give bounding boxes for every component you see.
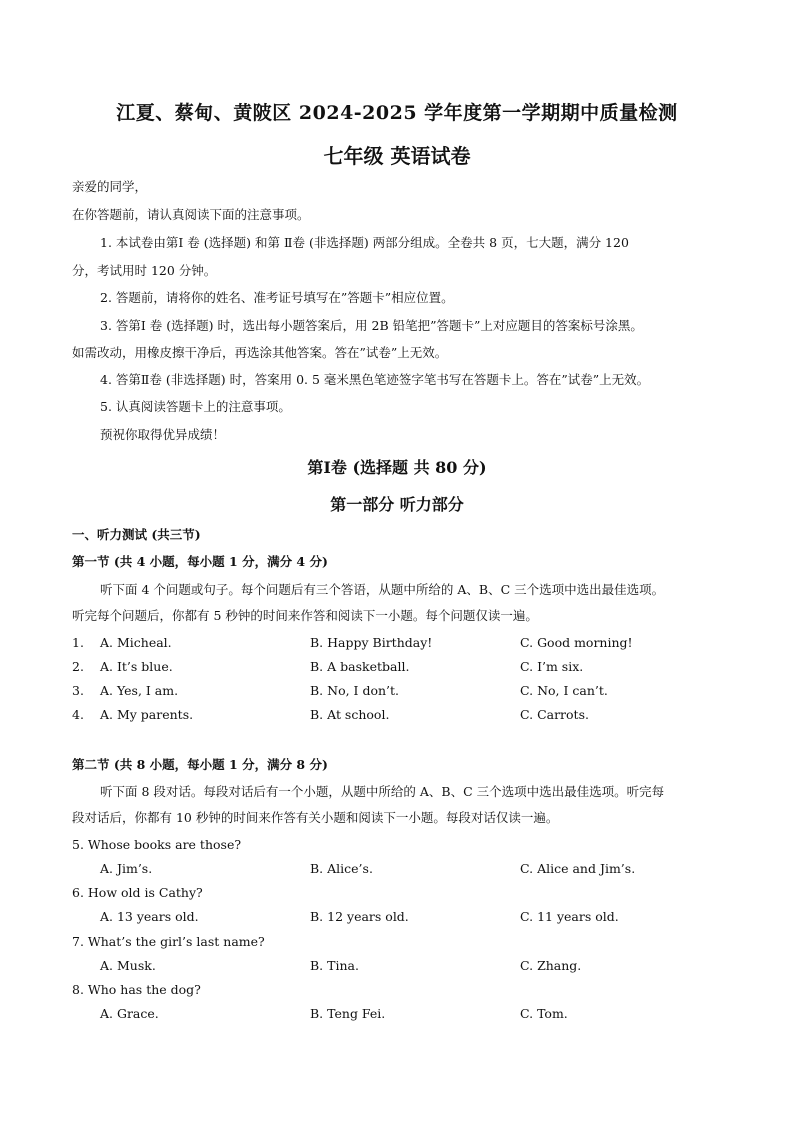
- question-number: 2.: [72, 659, 84, 674]
- question-text: 6. How old is Cathy?: [72, 885, 203, 900]
- option-a: A. Micheal.: [100, 635, 172, 650]
- option-a: A. Yes, I am.: [100, 683, 179, 698]
- volume-1-title: 第Ⅰ卷 (选择题 共 80 分): [307, 458, 487, 477]
- question-number: 4.: [72, 707, 84, 722]
- option-b: B. No, I don’t.: [310, 683, 400, 698]
- section-1-instructions-2: 听完每个问题后，你都有 5 秒钟的时间来作答和阅读下一小题。每个问题仅读一遍。: [72, 608, 538, 623]
- option-a: A. Jim’s.: [100, 861, 153, 876]
- greeting: 亲爱的同学，: [72, 179, 148, 194]
- option-a: A. Grace.: [100, 1006, 159, 1021]
- section-2-instructions-1: 听下面 8 段对话。每段对话后有一个小题，从题中所给的 A、B、C 三个选项中选出最佳选项。听完每: [100, 784, 665, 799]
- option-a: A. Musk.: [100, 958, 156, 973]
- question-row: [72, 634, 732, 652]
- question-number: 1.: [72, 635, 84, 650]
- option-c: C. Alice and Jim’s.: [520, 861, 636, 876]
- note-3-line-2: 如需改动，用橡皮擦干净后，再选涂其他答案。答在”试卷”上无效。: [72, 345, 448, 360]
- question-row: [72, 1005, 732, 1023]
- question-row: [72, 682, 732, 700]
- question-row: [72, 860, 732, 878]
- note-2: 2. 答题前，请将你的姓名、准考证号填写在”答题卡”相应位置。: [100, 290, 454, 305]
- option-c: C. Good morning!: [520, 635, 633, 650]
- option-a: A. 13 years old.: [100, 909, 199, 924]
- exam-subtitle: 七年级 英语试卷: [323, 144, 471, 168]
- section-1-instructions-1: 听下面 4 个问题或句子。每个问题后有三个答语，从题中所给的 A、B、C 三个选项中选出最佳选项。: [100, 582, 665, 597]
- question-number: 3.: [72, 683, 84, 698]
- option-a: A. My parents.: [100, 707, 194, 722]
- option-b: B. Happy Birthday!: [310, 635, 433, 650]
- exam-title: 江夏、蔡甸、黄陂区 2024-2025 学年度第一学期期中质量检测: [116, 102, 678, 124]
- option-c: C. I’m six.: [520, 659, 584, 674]
- option-c: C. Tom.: [520, 1006, 568, 1021]
- question-row: [72, 706, 732, 724]
- listening-heading: 一、听力测试 (共三节): [72, 527, 201, 542]
- wish: 预祝你取得优异成绩！: [100, 427, 226, 442]
- option-c: C. Zhang.: [520, 958, 582, 973]
- question-row: [72, 957, 732, 975]
- note-3-line-1: 3. 答第Ⅰ 卷 (选择题) 时，选出每小题答案后，用 2B 铅笔把”答题卡”上对应题目的答案标号涂黑。: [100, 318, 643, 333]
- section-2-instructions-2: 段对话后，你都有 10 秒钟的时间来作答有关小题和阅读下一小题。每段对话仅读一遍。: [72, 810, 559, 825]
- option-b: B. Alice’s.: [310, 861, 373, 876]
- part-1-title: 第一部分 听力部分: [330, 495, 464, 514]
- option-c: C. No, I can’t.: [520, 683, 608, 698]
- option-b: B. Tina.: [310, 958, 359, 973]
- option-a: A. It’s blue.: [100, 659, 173, 674]
- question-text: 5. Whose books are those?: [72, 837, 242, 852]
- option-b: B. A basketball.: [310, 659, 410, 674]
- question-row: [72, 658, 732, 676]
- section-2-heading: 第二节 (共 8 小题，每小题 1 分，满分 8 分): [72, 757, 328, 772]
- question-row: [72, 908, 732, 926]
- question-text: 8. Who has the dog?: [72, 982, 201, 997]
- option-c: C. 11 years old.: [520, 909, 619, 924]
- note-1-line-2: 分，考试用时 120 分钟。: [72, 263, 217, 278]
- note-1-line-1: 1. 本试卷由第Ⅰ 卷 (选择题) 和第 Ⅱ卷 (非选择题) 两部分组成。全卷共 8 页，七大题，满分 120: [100, 235, 629, 250]
- notes-intro: 在你答题前，请认真阅读下面的注意事项。: [72, 207, 310, 222]
- option-c: C. Carrots.: [520, 707, 589, 722]
- note-5: 5. 认真阅读答题卡上的注意事项。: [100, 399, 291, 414]
- option-b: B. 12 years old.: [310, 909, 409, 924]
- section-1-heading: 第一节 (共 4 小题，每小题 1 分，满分 4 分): [72, 554, 328, 569]
- option-b: B. At school.: [310, 707, 390, 722]
- question-text: 7. What’s the girl’s last name?: [72, 934, 265, 949]
- option-b: B. Teng Fei.: [310, 1006, 386, 1021]
- note-4: 4. 答第Ⅱ卷 (非选择题) 时，答案用 0. 5 毫米黑色笔迹签字笔书写在答题卡上。答在”试卷”上无效。: [100, 372, 650, 387]
